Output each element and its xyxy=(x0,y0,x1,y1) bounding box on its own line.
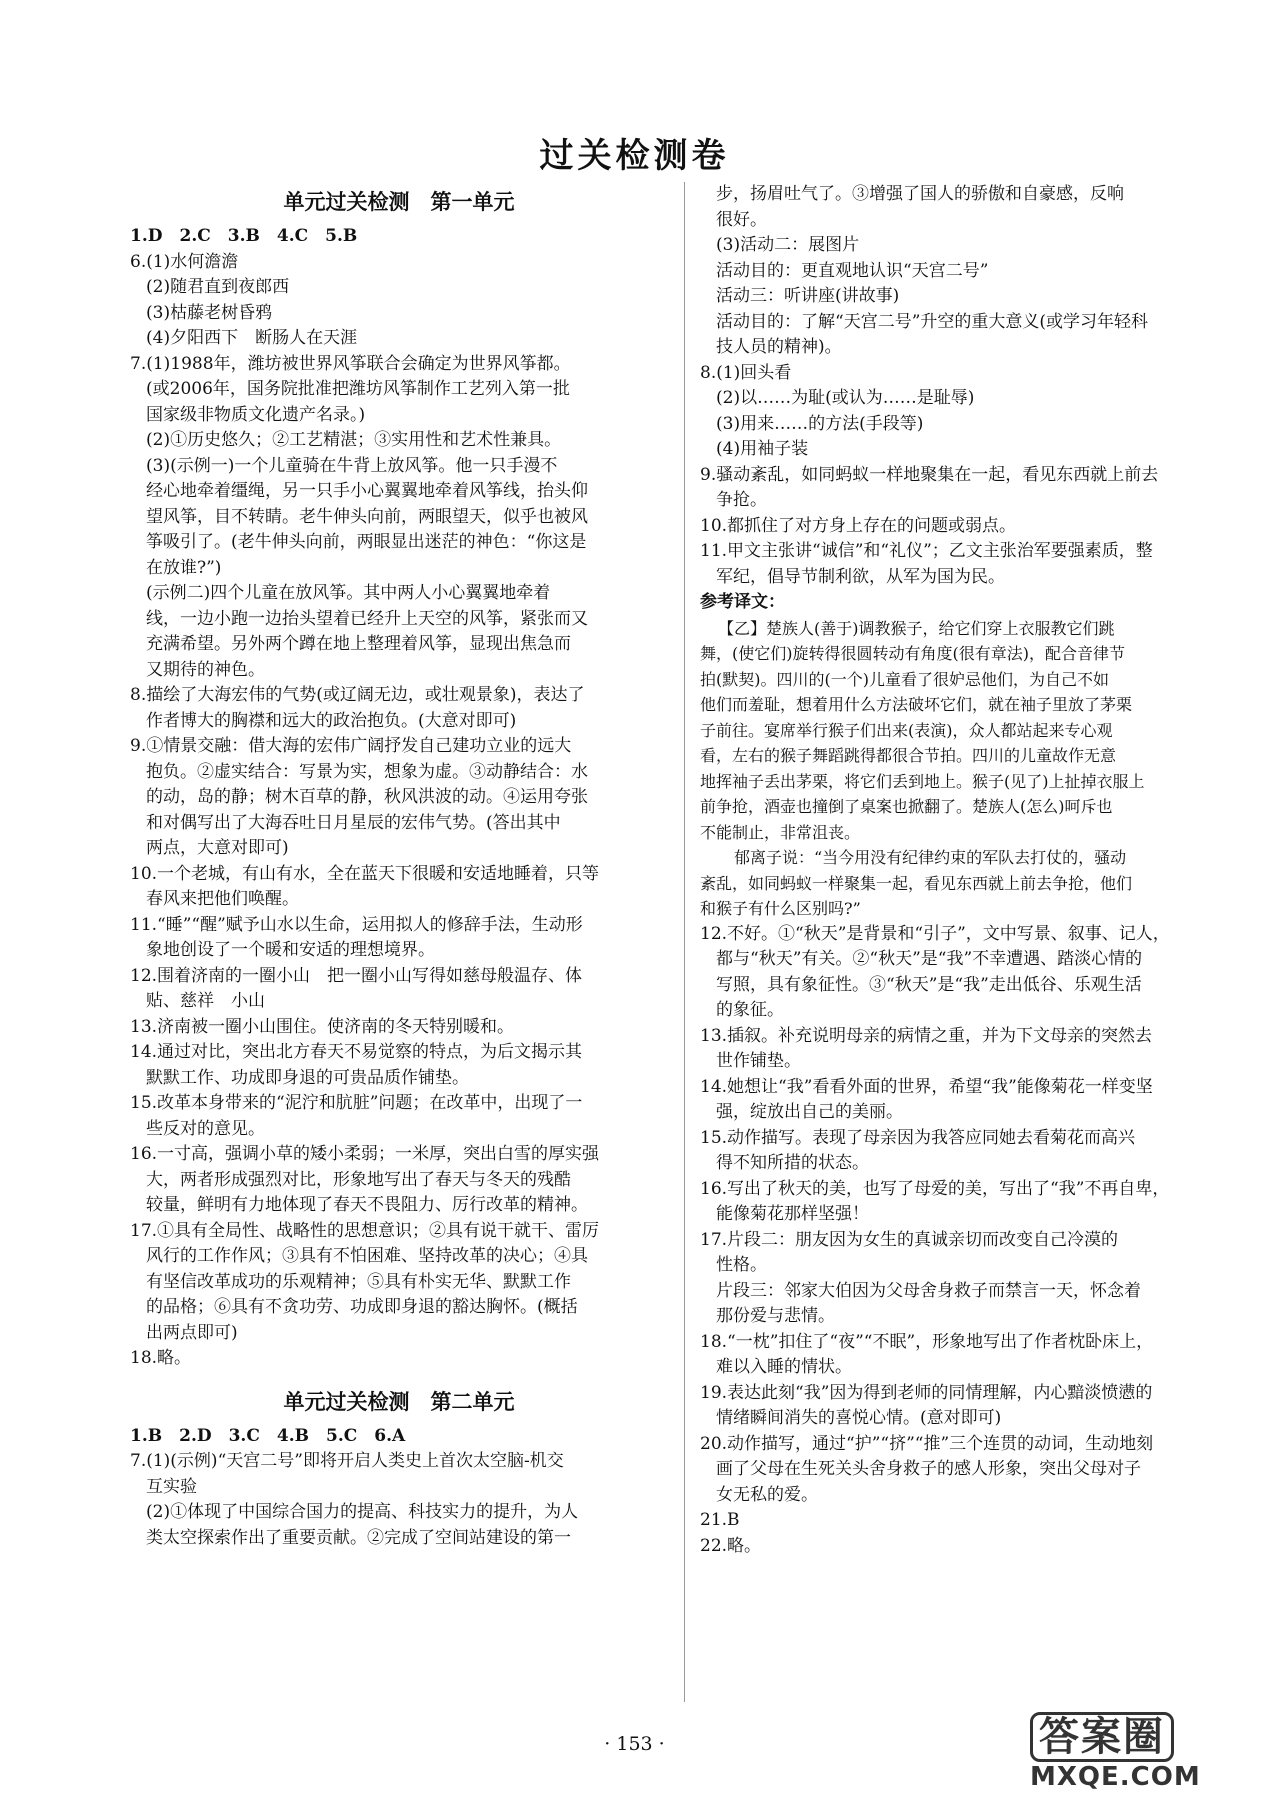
answer-line: 活动目的：更直观地认识“天宫二号” xyxy=(716,260,989,281)
answer-line: 技人员的精神)。 xyxy=(716,337,842,357)
answer-line: 步，扬眉吐气了。③增强了国人的骄傲和自豪感，反响 xyxy=(716,184,1124,204)
answer-line: 的动，岛的静；树木百草的静，秋风洪波的动。④运用夸张 xyxy=(146,787,588,807)
answer-line: (2)①体现了中国综合国力的提高、科技实力的提升，为人 xyxy=(146,1502,579,1522)
answer-line: 1.B 2.D 3.C 4.B 5.C 6.A xyxy=(130,1425,406,1446)
answer-line: 7.(1)1988年，潍坊被世界风筝联合会确定为世界风筝都。 xyxy=(130,353,571,374)
answer-line: 性格。 xyxy=(716,1255,767,1275)
answer-line: (2)①历史悠久；②工艺精湛；③实用性和艺术性兼具。 xyxy=(146,430,562,450)
answer-line: 和对偶写出了大海吞吐日月星辰的宏伟气势。(答出其中 xyxy=(146,812,561,833)
answer-line: 21.B xyxy=(700,1510,740,1530)
answer-line: 难以入睡的情状。 xyxy=(716,1357,852,1377)
answer-line: 都与“秋天”有关。②“秋天”是“我”不幸遭遇、踏淡心情的 xyxy=(716,949,1143,969)
answer-line: 些反对的意见。 xyxy=(146,1118,265,1139)
answer-line: 在放谁?”) xyxy=(146,557,222,578)
column-divider xyxy=(684,182,685,1702)
answer-line: 筝吸引了。(老牛伸头向前，两眼显出迷茫的神色：“你这是 xyxy=(146,532,587,552)
answer-line: 经心地牵着缰绳，另一只手小心翼翼地牵着风筝线，抬头仰 xyxy=(146,481,588,501)
answer-line: 9.①情景交融：借大海的宏伟广阔抒发自己建功立业的远大 xyxy=(130,736,572,756)
answer-line: 的象征。 xyxy=(716,1000,784,1020)
answer-line: 10.都抓住了对方身上存在的问题或弱点。 xyxy=(700,515,1017,536)
answer-line: 风行的工作作风；③具有不怕困难、坚持改革的决心；④具 xyxy=(146,1246,588,1266)
page-title: 过关检测卷 xyxy=(539,136,730,176)
answer-line: 17.①具有全局性、战略性的思想意识；②具有说干就干、雷厉 xyxy=(130,1220,600,1241)
answer-line: 默默工作、功成即身退的可贵品质作铺垫。 xyxy=(146,1067,469,1088)
translation-line: 他们而羞耻，想着用什么方法破坏它们，就在袖子里放了茅栗 xyxy=(700,695,1133,714)
answer-line: 大，两者形成强烈对比，形象地写出了春天与冬天的残酷 xyxy=(146,1169,571,1190)
answer-line: 14.她想让“我”看看外面的世界，希望“我”能像菊花一样变坚 xyxy=(700,1076,1153,1097)
answer-line: 得不知所措的状态。 xyxy=(716,1153,869,1173)
translation-line: 【乙】楚族人(善于)调教猴子，给它们穿上衣服教它们跳 xyxy=(718,618,1115,638)
answer-line: (4)用袖子装 xyxy=(716,439,809,459)
watermark-url: MXQE.COM xyxy=(1030,1762,1201,1792)
left-column xyxy=(130,182,668,1551)
translation-line: 地挥袖子丢出茅栗，将它们丢到地上。猴子(见了)上扯掉衣服上 xyxy=(700,771,1145,791)
site-watermark xyxy=(1030,1712,1250,1790)
answer-line: 画了父母在生死关头舍身救子的感人形象，突出父母对子 xyxy=(716,1459,1141,1479)
answer-line: 活动三：听讲座(讲故事) xyxy=(716,286,900,306)
answer-line: 19.表达此刻“我”因为得到老师的同情理解，内心黯淡愤懑的 xyxy=(700,1382,1153,1403)
answer-line: 15.动作描写。表现了母亲因为我答应同她去看菊花而高兴 xyxy=(700,1127,1136,1148)
answer-line: 抱负。②虚实结合：写景为实，想象为虚。③动静结合：水 xyxy=(146,761,588,782)
answer-line: 16.一寸高，强调小草的矮小柔弱；一米厚，突出白雪的厚实强 xyxy=(130,1144,600,1164)
answer-line: 那份爱与悲情。 xyxy=(716,1306,835,1326)
answer-line: 国家级非物质文化遗产名录。) xyxy=(146,404,366,425)
answer-line: 13.济南被一圈小山围住。使济南的冬天特别暖和。 xyxy=(130,1016,515,1037)
answer-line: (3)用来……的方法(手段等) xyxy=(716,413,924,434)
answer-line: 12.不好。①“秋天”是背景和“引子”，文中写景、叙事、记人， xyxy=(700,923,1170,944)
answer-line: (或2006年，国务院批准把潍坊风筝制作工艺列入第一批 xyxy=(146,379,570,399)
right-column xyxy=(700,182,1220,1559)
answer-line: 22.略。 xyxy=(700,1535,762,1556)
section-title-unit-1: 单元过关检测 第一单元 xyxy=(283,189,515,214)
answer-line: 象地创设了一个暖和安适的理想境界。 xyxy=(146,940,435,960)
answer-line: (2)随君直到夜郎西 xyxy=(146,277,290,297)
answer-line: 较量，鲜明有力地体现了春天不畏阻力、厉行改革的精神。 xyxy=(146,1195,588,1215)
answer-line: 两点，大意对即可) xyxy=(146,838,289,858)
answer-line: 16.写出了秋天的美，也写了母爱的美，写出了“我”不再自卑， xyxy=(700,1178,1170,1199)
translation-line: 拍(默契)。四川的(一个)儿童看了很妒忌他们，为自己不如 xyxy=(700,669,1109,689)
answer-line: 春风来把他们唤醒。 xyxy=(146,889,299,909)
section-title-unit-2: 单元过关检测 第二单元 xyxy=(283,1388,515,1414)
answer-line: 类太空探索作出了重要贡献。②完成了空间站建设的第一 xyxy=(146,1527,571,1548)
answer-line: (示例二)四个儿童在放风筝。其中两人小心翼翼地牵着 xyxy=(146,583,551,603)
answer-line: (3)活动二：展图片 xyxy=(716,235,860,255)
answer-line: 20.动作描写，通过“护”“挤”“推”三个连贯的动词，生动地刻 xyxy=(700,1433,1154,1454)
answer-line: 作者博大的胸襟和远大的政治抱负。(大意对即可) xyxy=(146,710,517,731)
answer-line: 6.(1)水何澹澹 xyxy=(130,251,239,272)
answer-line: 望风筝，目不转睛。老牛伸头向前，两眼望天，似乎也被风 xyxy=(146,506,588,527)
translation-line: 和猴子有什么区别吗?” xyxy=(700,899,861,918)
answer-line: 11.“睡”“醒”赋予山水以生命，运用拟人的修辞手法，生动形 xyxy=(130,914,583,935)
translation-heading: 参考译文： xyxy=(700,592,785,612)
answer-line: 充满希望。另外两个蹲在地上整理着风筝，显现出焦急而 xyxy=(146,634,571,654)
answer-line: 片段三：邻家大伯因为父母舍身救子而禁言一天，怀念着 xyxy=(716,1280,1141,1301)
translation-line: 紊乱，如同蚂蚁一样聚集一起，看见东西就上前去争抢，他们 xyxy=(700,873,1133,893)
translation-line: 看，左右的猴子舞蹈跳得都很合节拍。四川的儿童故作无意 xyxy=(700,746,1117,765)
answer-line: 互实验 xyxy=(146,1476,197,1497)
answer-line: (3)(示例一)一个儿童骑在牛背上放风筝。他一只手漫不 xyxy=(146,455,558,476)
answer-line: 18.“一枕”扣住了“夜”“不眠”，形象地写出了作者枕卧床上， xyxy=(700,1331,1154,1352)
answer-line: 8.描绘了大海宏伟的气势(或辽阔无边，或壮观景象)，表达了 xyxy=(130,685,585,705)
answer-line: 12.围着济南的一圈小山 把一圈小山写得如慈母般温存、体 xyxy=(130,965,583,986)
answer-line: 强，绽放出自己的美丽。 xyxy=(716,1102,903,1122)
translation-line: 舞，(使它们)旋转得很圆转动有角度(很有章法)，配合音律节 xyxy=(700,644,1125,663)
answer-line: 的品格；⑥具有不贪功劳、功成即身退的豁达胸怀。(概括 xyxy=(146,1297,578,1317)
answer-line: 17.片段二：朋友因为女生的真诚亲切而改变自己冷漠的 xyxy=(700,1229,1119,1250)
answer-line: 10.一个老城，有山有水，全在蓝天下很暖和安适地睡着，只等 xyxy=(130,863,600,884)
answer-line: 军纪，倡导节制利欲，从军为国为民。 xyxy=(716,566,1005,587)
answer-line: 有坚信改革成功的乐观精神；⑤具有朴实无华、默默工作 xyxy=(146,1271,571,1292)
answer-line: 又期待的神色。 xyxy=(146,659,265,680)
answer-line: 18.略。 xyxy=(130,1348,192,1368)
answer-line: 13.插叙。补充说明母亲的病情之重，并为下文母亲的突然去 xyxy=(700,1025,1153,1046)
answer-line: 能像菊花那样坚强！ xyxy=(716,1204,869,1224)
translation-line: 前争抢，酒壶也撞倒了桌案也掀翻了。楚族人(怎么)呵斥也 xyxy=(700,797,1113,816)
translation-line: 郁离子说：“当今用没有纪律约束的军队去打仗的，骚动 xyxy=(734,848,1127,867)
answer-line: 15.改革本身带来的“泥泞和肮脏”问题；在改革中，出现了一 xyxy=(130,1093,583,1113)
answer-line: (3)枯藤老树昏鸦 xyxy=(146,302,273,323)
answer-line: 8.(1)回头看 xyxy=(700,362,792,383)
page-number: · 153 · xyxy=(604,1733,665,1755)
answer-line: 女无私的爱。 xyxy=(716,1484,818,1505)
answer-line: 1.D 2.C 3.B 4.C 5.B xyxy=(130,226,358,246)
answer-line: 11.甲文主张讲“诚信”和“礼仪”；乙文主张治军要强素质，整 xyxy=(700,541,1153,561)
answer-line: 很好。 xyxy=(716,209,767,230)
answer-line: (2)以……为耻(或认为……是耻辱) xyxy=(716,388,975,408)
translation-line: 子前往。宴席举行猴子们出来(表演)，众人都站起来专心观 xyxy=(700,720,1113,740)
answer-line: (4)夕阳西下 断肠人在天涯 xyxy=(146,328,358,348)
answer-line: 出两点即可) xyxy=(146,1322,238,1343)
watermark-logo: 答案圈 xyxy=(1030,1712,1174,1762)
answer-line: 9.骚动紊乱，如同蚂蚁一样地聚集在一起，看见东西就上前去 xyxy=(700,464,1159,485)
translation-line: 不能制止，非常沮丧。 xyxy=(700,822,861,842)
answer-line: 情绪瞬间消失的喜悦心情。(意对即可) xyxy=(716,1408,1002,1428)
answer-line: 14.通过对比，突出北方春天不易觉察的特点，为后文揭示其 xyxy=(130,1042,583,1062)
answer-line: 线，一边小跑一边抬头望着已经升上天空的风筝，紧张而又 xyxy=(146,608,588,629)
answer-line: 7.(1)(示例)“天宫二号”即将开启人类史上首次太空脑-机交 xyxy=(130,1451,564,1471)
answer-line: 争抢。 xyxy=(716,490,767,510)
answer-line: 世作铺垫。 xyxy=(716,1051,801,1071)
answer-line: 贴、慈祥 小山 xyxy=(146,991,265,1011)
answer-line: 活动目的：了解“天宫二号”升空的重大意义(或学习年轻科 xyxy=(716,311,1149,332)
answer-line: 写照，具有象征性。③“秋天”是“我”走出低谷、乐观生活 xyxy=(716,974,1142,995)
